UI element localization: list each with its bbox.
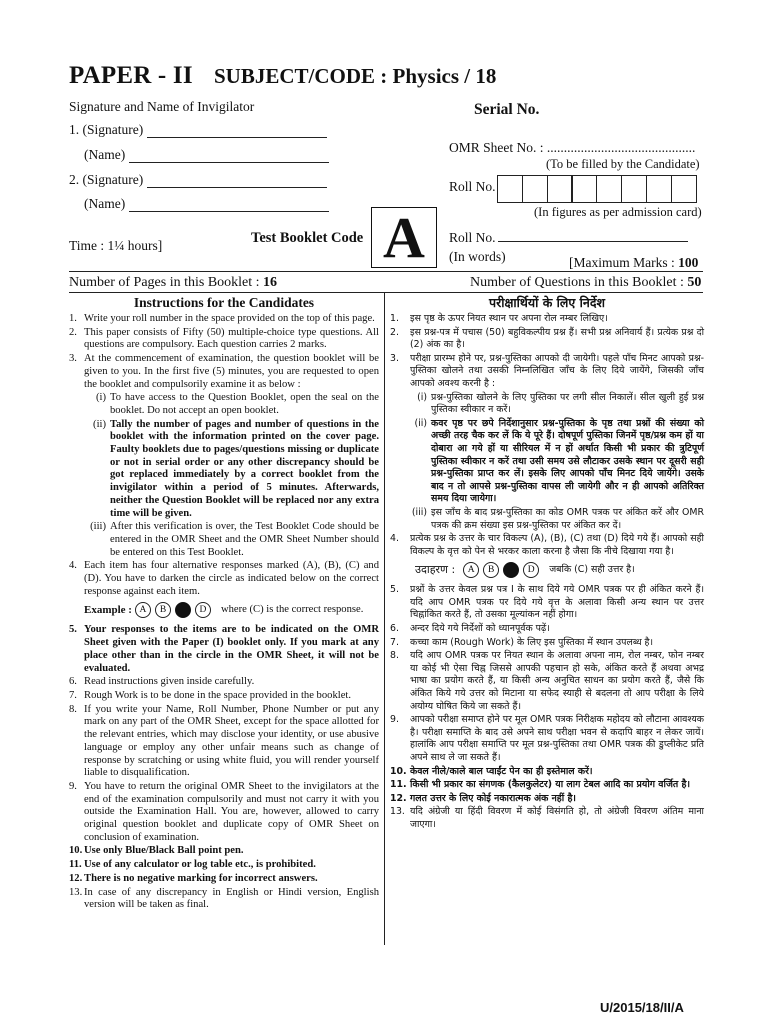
option-d-circle: D bbox=[195, 602, 211, 618]
example-row bbox=[84, 602, 379, 618]
paper-title: PAPER - II bbox=[69, 62, 193, 89]
divider-middle bbox=[69, 292, 703, 293]
option-c-filled-circle bbox=[175, 602, 191, 618]
in-words-label: (In words) bbox=[449, 249, 506, 264]
instruction-item: 2. इस प्रश्न-पत्र में पचास (50) बहुविकल्पीय प्रश्न हैं। सभी प्रश्न अनिवार्य हैं। प्रत्येक प्रश्न दो (2) अंक का है। bbox=[390, 326, 704, 351]
example-note: जबकि (C) सही उत्तर है। bbox=[549, 563, 635, 575]
divider-top bbox=[69, 271, 703, 272]
hindi-heading: परीक्षार्थियों के लिए निर्देश bbox=[489, 295, 605, 310]
instruction-item: 10. Use only Blue/Black Ball point pen. bbox=[69, 845, 244, 857]
instruction-item: 9. आपको परीक्षा समाप्त होने पर मूल OMR पत्रक निरीक्षक महोदय को लौटाना आवश्यक है। परीक्षा समाप्ति के बाद उसे अपने साथ परीक्षा भवन से कदापि बाहर न लेकर जायें। हालांकि आप परीक्षा समाप्ति पर मूल प्रश्न-पुस्तिका तथा OMR पत्रक की डुप्लीकेट प्रति अपने साथ ले जा सकते हैं। bbox=[390, 714, 704, 763]
english-heading: Instructions for the Candidates bbox=[133, 295, 315, 310]
roll-number-boxes[interactable] bbox=[497, 175, 696, 203]
instruction-item: 11. Use of any calculator or log table etc., is prohibited. bbox=[69, 859, 316, 871]
instruction-item: 12. गलत उत्तर के लिए कोई नकारात्मक अंक नहीं है। bbox=[390, 792, 576, 804]
signature-2-row bbox=[69, 172, 327, 188]
instruction-item: 13. In case of any discrepancy in English or Hindi version, English version will be taken as final. bbox=[69, 886, 379, 911]
instruction-item: 1. इस पृष्ठ के ऊपर नियत स्थान पर अपना रोल नम्बर लिखिए। bbox=[390, 313, 608, 324]
instruction-item: 8. यदि आप OMR पत्रक पर नियत स्थान के अलावा अपना नाम, रोल नम्बर, फोन नम्बर या कोई भी ऐसा चिह्न जिससे आपकी पहचान हो सके, अंकित करते हैं अथवा अभद्र भाषा का प्रयोग करते हैं, या किसी अन्य अनुचित साधन का प्रयोग करते हैं, जैसे कि अंकित किये गये उत्तर को मिटाना या सफेद स्याही से बदलना तो आप परीक्षा के लिये अयोग्य घोषित किये जा सकते हैं। bbox=[390, 650, 704, 712]
instruction-item: 1. Write your roll number in the space provided on the top of this page. bbox=[69, 313, 375, 324]
instruction-item: 6. अन्दर दिये गये निर्देशों को ध्यानपूर्वक पढ़ें। bbox=[390, 623, 550, 635]
instruction-subitem: (ii) Tally the number of pages and number of questions in the booklet with the information printed on the cover page. Faulty booklets due to pages/questions missing or duplicate or not in serial order or any other discrepancy should be got replaced immediately by a correct booklet from the invigilator within a period of 5 minutes. Afterwards, neither the Question Booklet will be replaced nor any extra time will be given. bbox=[93, 418, 379, 519]
name-1-label: (Name) bbox=[84, 147, 126, 162]
roll-number-note: (In figures as per admission card) bbox=[534, 205, 702, 219]
name-1-line[interactable] bbox=[129, 149, 329, 163]
instruction-subitem: (ii) कवर पृष्ठ पर छपे निर्देशानुसार प्रश्न-पुस्तिका के पृष्ठ तथा प्रश्नों की संख्या को अच्छी तरह चैक कर लें कि ये पूरे हैं। दोषपूर्ण पुस्तिका जिनमें पृष्ठ/प्रश्न कम हों या दोबारा आ गये हों या सीरियल में न हों अर्थात किसी भी प्रकार की त्रुटिपूर्ण पुस्तिका स्वीकार न करें तथा उसी समय उसे लौटाकर उसके स्थान पर दूसरी सही प्रश्न-पुस्तिका प्राप्त कर लें। इसके लिए आपको पाँच मिनट दिये जायेंगे। उसके बाद न तो आपसे प्रश्न-पुस्तिका वापस ली जायेगी और न ही आपको अतिरिक्त समय दिया जायेगा। bbox=[414, 417, 704, 505]
instruction-item: 4. Each item has four alternative responses marked (A), (B), (C) and (D). You have to darken the circle as indicated below on the correct response against each item. bbox=[69, 560, 379, 597]
questions-count-value: 50 bbox=[687, 275, 702, 290]
signature-1-label: 1. (Signature) bbox=[69, 122, 144, 137]
name-2-row bbox=[84, 196, 329, 212]
name-2-line[interactable] bbox=[129, 198, 329, 212]
name-2-label: (Name) bbox=[84, 196, 126, 211]
option-a-circle: A bbox=[463, 562, 479, 578]
instruction-item: 2. This paper consists of Fifty (50) multiple-choice type questions. All questions are compulsory. Each question carries 2 marks. bbox=[69, 326, 379, 351]
maximum-marks-value: 100 bbox=[678, 255, 699, 270]
english-instructions bbox=[69, 295, 379, 913]
example-note: where (C) is the correct response. bbox=[220, 604, 364, 616]
pages-count: Number of Pages in this Booklet : 16 bbox=[69, 275, 278, 290]
instruction-subitem: (i) प्रश्न-पुस्तिका खोलने के लिए पुस्तिका पर लगी सील निकालें। सील खुली हुई प्रश्न पुस्तिका स्वीकार न करें। bbox=[417, 391, 704, 416]
roll-words-row bbox=[449, 228, 688, 246]
column-divider bbox=[384, 292, 385, 945]
signature-2-label: 2. (Signature) bbox=[69, 172, 144, 187]
omr-note: (To be filled by the Candidate) bbox=[546, 157, 700, 171]
instruction-item: 5. Your responses to the items are to be indicated on the OMR Sheet given with the Paper (I) booklet only. If you mark at any place other than in the circle in the OMR Sheet, it will not be evaluated. bbox=[69, 624, 379, 674]
serial-number-label: Serial No. bbox=[474, 101, 540, 118]
instruction-subitem: (iii) After this verification is over, the Test Booklet Code should be entered in the OMR Sheet and the OMR Sheet Number should be entered on this Test Booklet. bbox=[90, 521, 379, 558]
instruction-item: 12. There is no negative marking for incorrect answers. bbox=[69, 872, 318, 884]
instruction-item: 5. प्रश्नों के उत्तर केवल प्रश्न पत्र I के साथ दिये गये OMR पत्रक पर ही अंकित करने हैं। यदि आप OMR पत्रक पर दिये गये वृत्त के अलावा किसी अन्य स्थान पर उत्तर चिह्नांकित करते हैं, तो उसका मूल्यांकन नहीं होगा। bbox=[390, 584, 704, 621]
instruction-item: 8. If you write your Name, Roll Number, Phone Number or put any mark on any part of the OMR Sheet, except for the space allotted for the relevant entries, which may disclose your identity, or use abusive language or employ any other unfair means such as change of response by scratching or using white fluid, you will render yourself liable to disqualification. bbox=[69, 703, 379, 779]
example-row bbox=[405, 562, 704, 578]
instruction-item: 10. केवल नीले/काले बाल प्वाईंट पेन का ही इस्तेमाल करें। bbox=[390, 765, 593, 777]
instruction-subitem: (iii) इस जाँच के बाद प्रश्न-पुस्तिका का कोड OMR पत्रक पर अंकित करें और OMR पत्रक की क्रम संख्या इस प्रश्न-पुस्तिका पर अंकित कर दें। bbox=[411, 506, 704, 531]
test-booklet-code-label: Test Booklet Code bbox=[251, 230, 364, 246]
pages-count-value: 16 bbox=[263, 275, 278, 290]
option-b-circle: B bbox=[155, 602, 171, 618]
signature-1-line[interactable] bbox=[147, 124, 327, 138]
signature-1-row bbox=[69, 122, 327, 138]
instruction-item: 11. किसी भी प्रकार का संगणक (कैलकुलेटर) या लाग टेबल आदि का प्रयोग वर्जित है। bbox=[390, 779, 691, 791]
instruction-item: 13. यदि अंग्रेजी या हिंदी विवरण में कोई विसंगति हो, तो अंग्रेजी विवरण अंतिम माना जाएगा। bbox=[390, 806, 704, 830]
booklet-footer-code: U/2015/18/II/A bbox=[600, 1000, 684, 1015]
questions-count: Number of Questions in this Booklet : 50 bbox=[470, 275, 702, 290]
roll-number-label: Roll No. bbox=[449, 179, 496, 194]
option-d-circle: D bbox=[523, 562, 539, 578]
instruction-item: 6. Read instructions given inside carefully. bbox=[69, 676, 255, 688]
example-label: उदाहरण : bbox=[415, 562, 456, 576]
example-label: Example : bbox=[84, 604, 132, 617]
subject-code: SUBJECT/CODE : Physics / 18 bbox=[214, 64, 497, 88]
instruction-item: 3. परीक्षा प्रारम्भ होने पर, प्रश्न-पुस्तिका आपको दी जायेगी। पहले पाँच मिनट आपको प्रश्न-पुस्तिका खोलने तथा उसकी निम्नलिखित जाँच के लिए दिये जायेंगे, जिसकी जाँच आपको अवश्य करनी है : bbox=[390, 352, 704, 389]
roll-words-line[interactable] bbox=[498, 228, 688, 242]
instruction-item: 3. At the commencement of examination, the question booklet will be given to you. In the first five (5) minutes, you are requested to open the booklet and compulsorily examine it as below : bbox=[69, 353, 379, 390]
instruction-item: 7. Rough Work is to be done in the space provided in the booklet. bbox=[69, 689, 351, 701]
hindi-instructions bbox=[390, 295, 704, 833]
maximum-marks: [Maximum Marks : 100 bbox=[569, 255, 699, 270]
instruction-item: 4. प्रत्येक प्रश्न के उत्तर के चार विकल्प (A), (B), (C) तथा (D) दिये गये हैं। आपको सही विकल्प के वृत्त को पेन से भरकर काला करना है जैसा कि नीचे दिखाया गया है। bbox=[390, 533, 704, 557]
test-booklet-code: A bbox=[371, 207, 437, 268]
invigilator-heading: Signature and Name of Invigilator bbox=[69, 99, 255, 114]
option-b-circle: B bbox=[483, 562, 499, 578]
name-1-row bbox=[84, 147, 329, 163]
instruction-item: 7. कच्चा काम (Rough Work) के लिए इस पुस्तिका में स्थान उपलब्ध है। bbox=[390, 636, 654, 648]
roll-words-label: Roll No. bbox=[449, 230, 496, 245]
instruction-subitem: (i) To have access to the Question Booklet, open the seal on the booklet. Do not accept an open booklet. bbox=[96, 392, 379, 416]
time-duration: Time : 1¼ hours] bbox=[69, 238, 163, 253]
option-a-circle: A bbox=[135, 602, 151, 618]
omr-sheet-number: OMR Sheet No. : ............................................ bbox=[449, 140, 696, 155]
signature-2-line[interactable] bbox=[147, 174, 327, 188]
option-c-filled-circle bbox=[503, 562, 519, 578]
instruction-item: 9. You have to return the original OMR Sheet to the invigilators at the end of the examination compulsorily and must not carry it with you outside the Examination Hall. You are, however, allowed to carry original question booklet and duplicate copy of OMR Sheet on conclusion of examination. bbox=[69, 780, 379, 843]
